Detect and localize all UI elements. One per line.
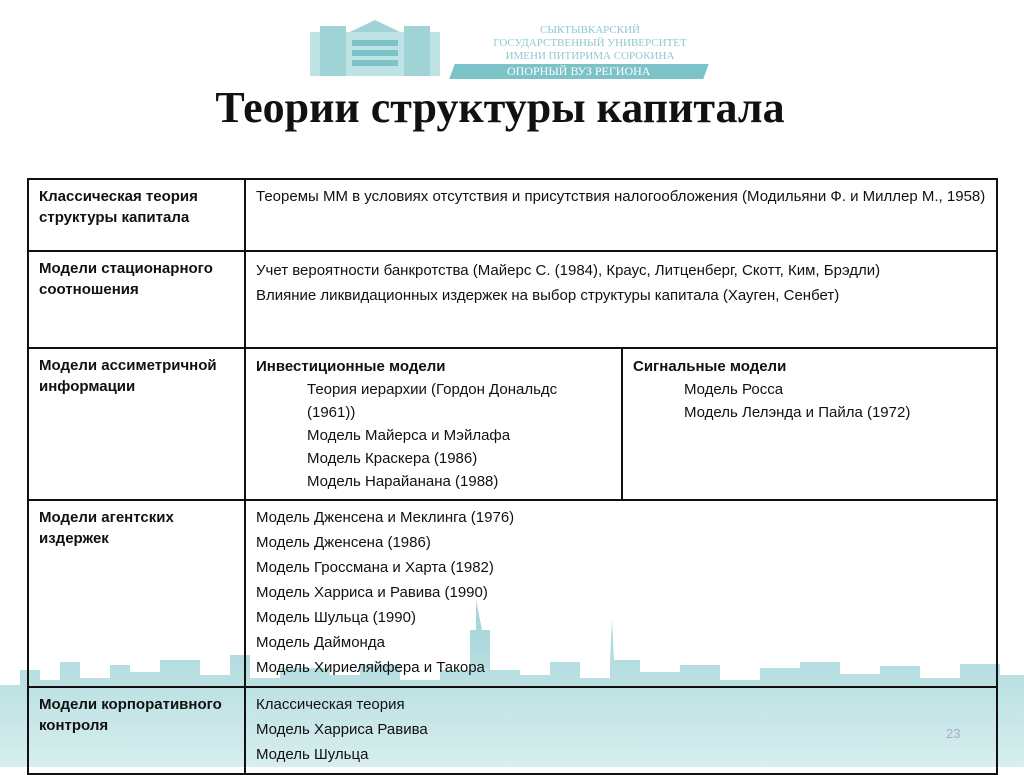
row-content — [245, 500, 997, 687]
list-item: Модель Шульца — [256, 746, 369, 763]
row-header: Модели ассиметричной информации — [28, 348, 245, 500]
list-item: Теория иерархии (Гордон Дональдс (1961)) — [307, 381, 558, 421]
list-item: Классическая теория — [256, 696, 405, 713]
list-item: Модель Хириеляйфера и Такора — [256, 659, 485, 676]
slide-title: Теории структуры капитала — [215, 83, 785, 132]
subheading: Инвестиционные модели — [256, 358, 446, 375]
list-item: Модель Дженсена и Меклинга (1976) — [256, 509, 515, 526]
list-item: Модель Лелэнда и Пайла (1972) — [684, 404, 911, 421]
list-item: Модель Нарайанана (1988) — [307, 473, 499, 490]
row-header: Модели корпоративного контроля — [28, 687, 245, 774]
list-item: Модель Харриса и Равива (1990) — [256, 584, 488, 601]
list-item: Модель Росса — [684, 381, 784, 398]
university-building-icon — [300, 18, 450, 80]
row-content — [245, 687, 997, 774]
subheading: Сигнальные модели — [633, 358, 787, 375]
page-number: 23 — [946, 726, 961, 741]
logo-banner — [449, 64, 708, 79]
list-item: Учет вероятности банкротства (Майерс С. (1984), Краус, Литценберг, Скотт, Ким, Брэдли) — [256, 262, 881, 279]
list-item: Модель Дженсена (1986) — [256, 534, 431, 551]
list-item: Модель Шульца (1990) — [256, 609, 416, 626]
banner-text: ОПОРНЫЙ ВУЗ РЕГИОНА — [507, 64, 651, 78]
list-item: Модель Майерса и Мэйлафа — [307, 427, 511, 444]
university-name — [480, 24, 700, 63]
logo-line: ИМЕНИ ПИТИРИМА СОРОКИНА — [505, 50, 675, 62]
table-row — [28, 179, 997, 251]
theories-table — [27, 178, 998, 775]
row-header: Модели стационарного соотношения — [28, 251, 245, 348]
table-row — [28, 500, 997, 687]
row-header: Модели агентских издержек — [28, 500, 245, 687]
investment-models-cell — [245, 348, 622, 500]
signal-models-cell — [622, 348, 997, 500]
table-row — [28, 687, 997, 774]
row-content — [245, 179, 997, 251]
row-content — [245, 251, 997, 348]
logo-line: СЫКТЫВКАРСКИЙ — [539, 24, 640, 36]
list-item: Влияние ликвидационных издержек на выбор структуры капитала (Хауген, Сенбет) — [256, 287, 840, 304]
logo-line: ГОСУДАРСТВЕННЫЙ УНИВЕРСИТЕТ — [493, 37, 687, 49]
table-row — [28, 251, 997, 348]
list-item: Модель Гроссмана и Харта (1982) — [256, 559, 494, 576]
list-item: Теоремы ММ в условиях отсутствия и присутствия налогообложения (Модильяни Ф. и Миллер М., 1958) — [256, 188, 986, 205]
list-item: Модель Краскера (1986) — [307, 450, 478, 467]
row-header: Классическая теория структуры капитала — [28, 179, 245, 251]
table-row — [28, 348, 997, 500]
list-item: Модель Харриса Равива — [256, 721, 428, 738]
list-item: Модель Даймонда — [256, 634, 385, 651]
